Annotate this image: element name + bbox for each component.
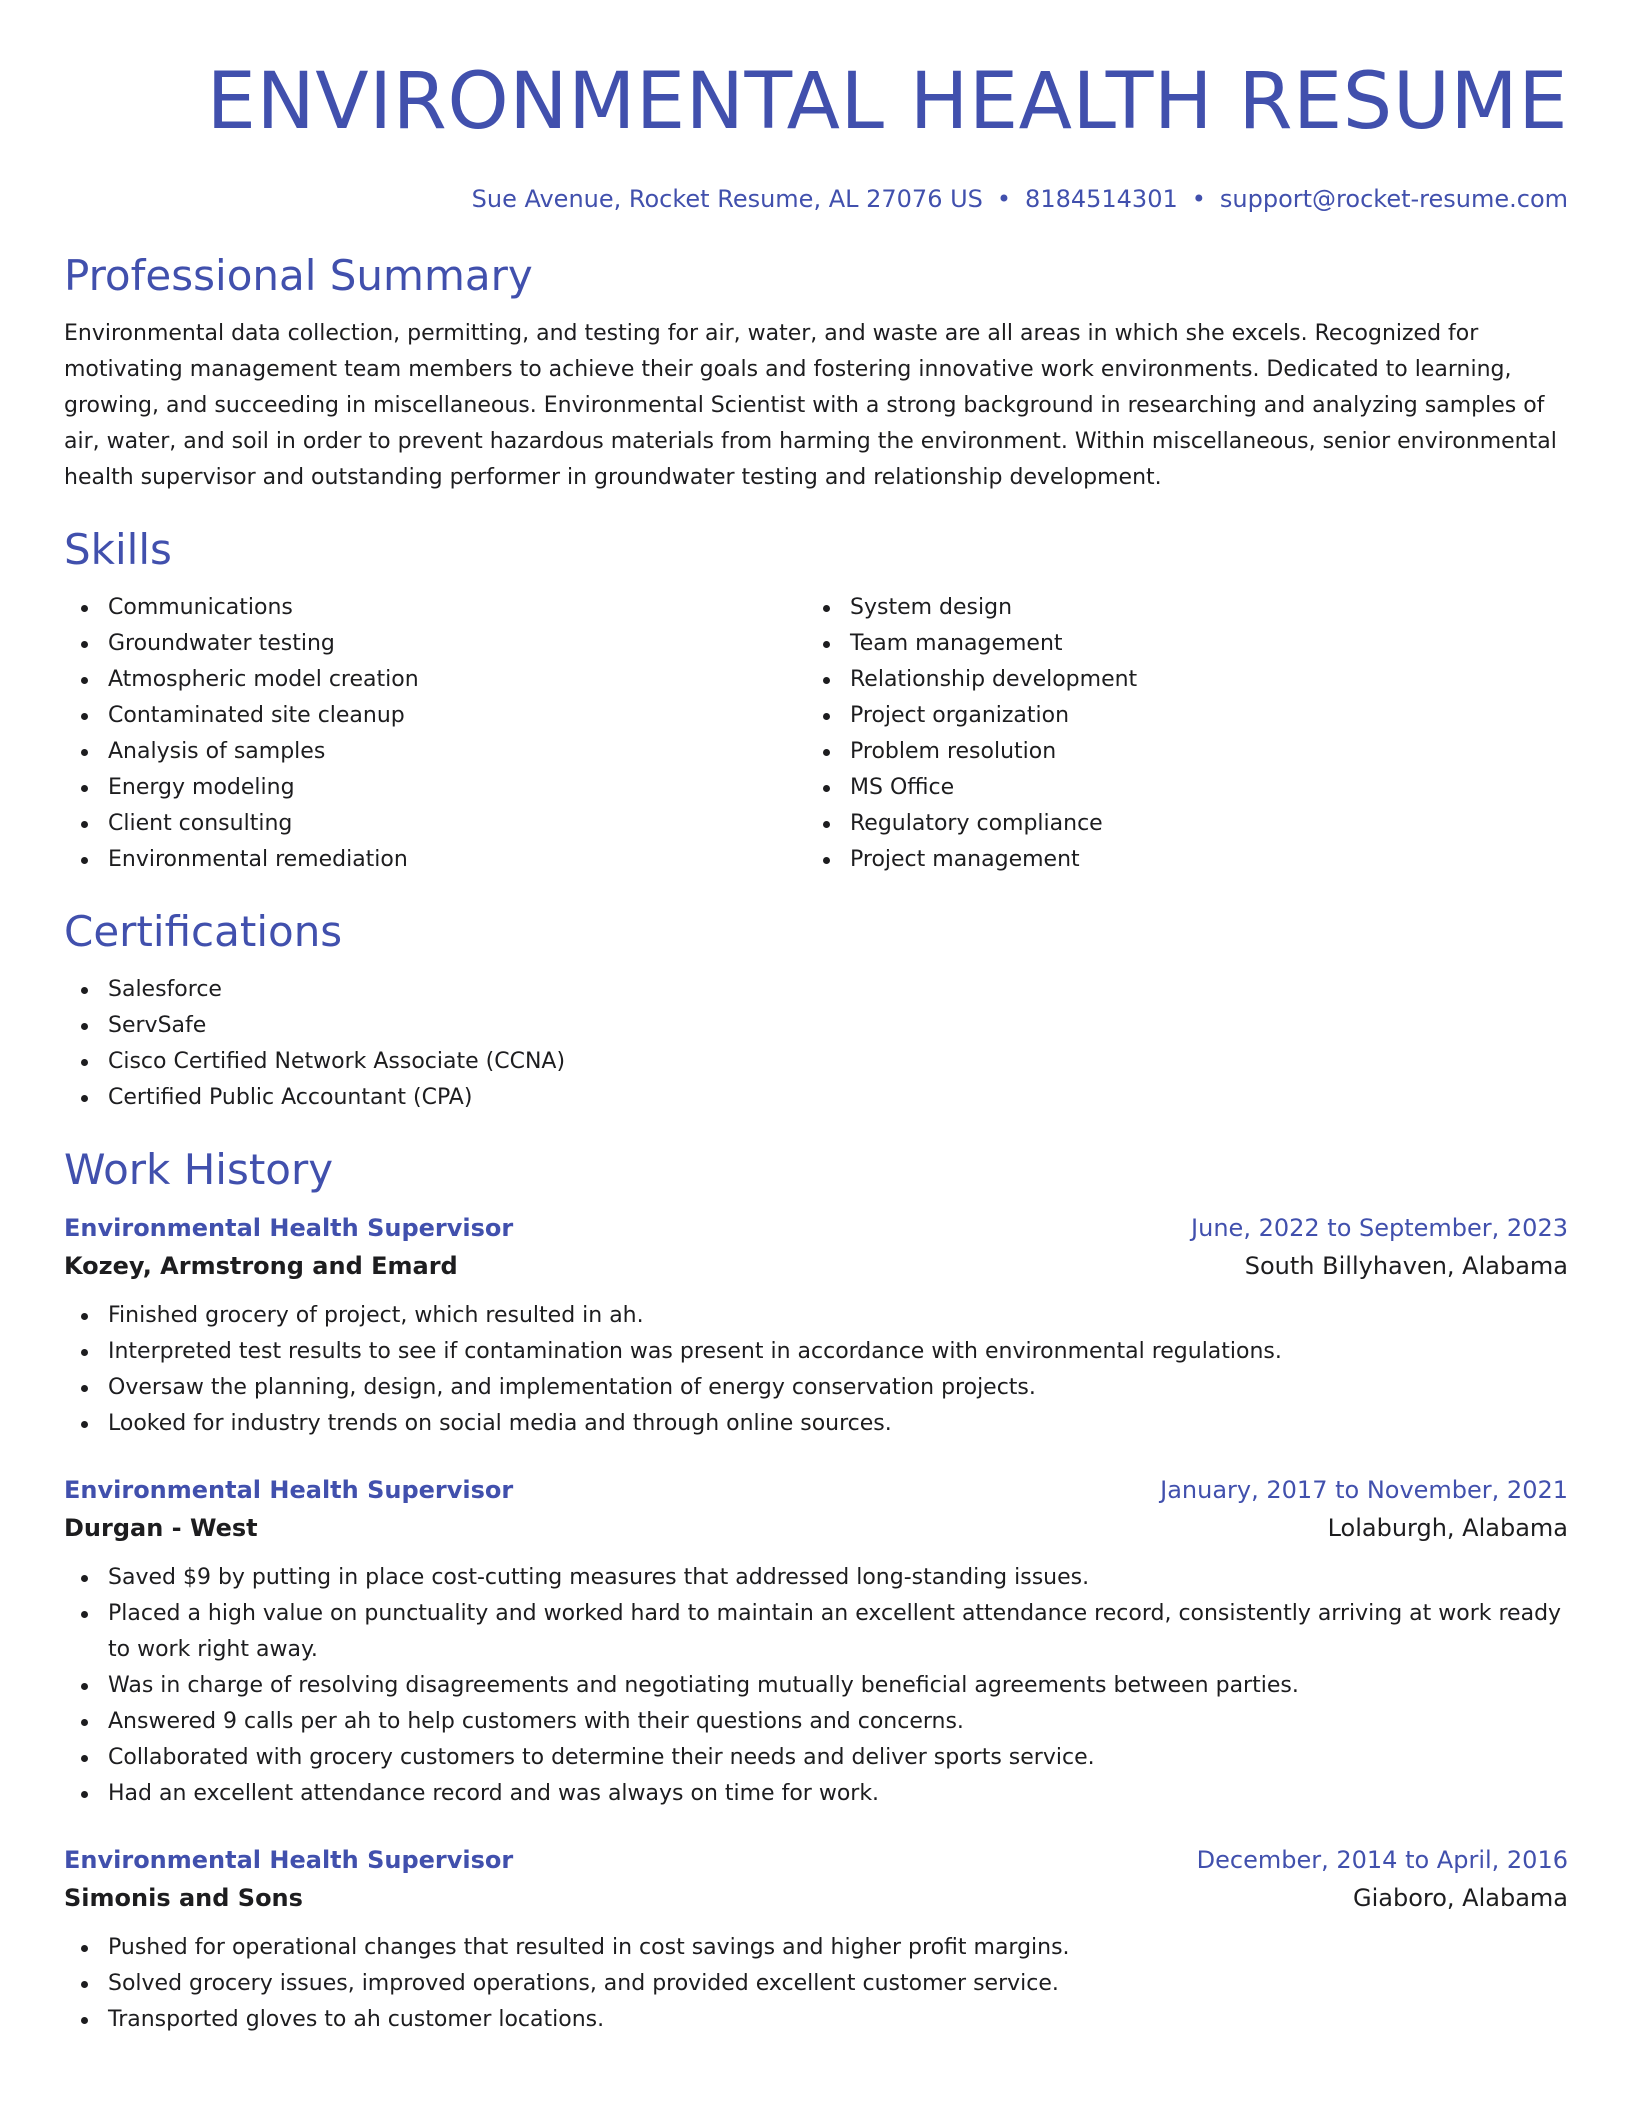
job-bullet: Answered 9 calls per ah to help customers with their questions and concerns.: [64, 1704, 1568, 1740]
skill-item: Client consulting: [64, 806, 806, 842]
certification-item: Cisco Certified Network Associate (CCNA): [64, 1044, 1568, 1080]
work-history-heading: Work History: [64, 1145, 334, 1194]
contact-address: Sue Avenue, Rocket Resume, AL 27076 US: [471, 185, 983, 213]
job-bullet: Was in charge of resolving disagreements and negotiating mutually beneficial agreements between parties.: [64, 1668, 1568, 1704]
skills-column-left: [64, 590, 806, 878]
job-bullet: Placed a high value on punctuality and worked hard to maintain an excellent attendance record, consistently arriving at work ready to work right away.: [64, 1596, 1568, 1668]
job-bullets: [64, 1930, 1568, 2038]
job-dates: January, 2017 to November, 2021: [1160, 1476, 1568, 1504]
job-employer: Kozey, Armstrong and Emard: [64, 1252, 458, 1280]
job-employer-row: [64, 1246, 1568, 1286]
job-employer: Durgan - West: [64, 1514, 258, 1542]
contact-phone: 8184514301: [1025, 185, 1178, 213]
skill-item: Atmospheric model creation: [64, 662, 806, 698]
skill-item: Project management: [806, 842, 1548, 878]
skill-item: Energy modeling: [64, 770, 806, 806]
skill-item: Regulatory compliance: [806, 806, 1548, 842]
job-header-row: [64, 1472, 1568, 1508]
job-title: Environmental Health Supervisor: [64, 1214, 514, 1242]
job-entry: [64, 1472, 1568, 1812]
job-employer: Simonis and Sons: [64, 1884, 303, 1912]
job-dates: December, 2014 to April, 2016: [1196, 1846, 1568, 1874]
job-entry: [64, 1842, 1568, 2038]
certification-item: Salesforce: [64, 972, 1568, 1008]
skills-column-right: [806, 590, 1548, 878]
contact-line: [64, 184, 1568, 214]
skills-list-right: [806, 590, 1548, 878]
certifications-list: [64, 972, 1568, 1116]
job-dates: June, 2022 to September, 2023: [1191, 1214, 1568, 1242]
skill-item: Contaminated site cleanup: [64, 698, 806, 734]
skill-item: Groundwater testing: [64, 626, 806, 662]
job-location: Giaboro, Alabama: [1353, 1884, 1568, 1912]
job-title: Environmental Health Supervisor: [64, 1476, 514, 1504]
job-employer-row: [64, 1508, 1568, 1548]
skill-item: Communications: [64, 590, 806, 626]
job-bullet: Saved $9 by putting in place cost-cutting measures that addressed long-standing issues.: [64, 1560, 1568, 1596]
skill-item: Environmental remediation: [64, 842, 806, 878]
job-bullet: Had an excellent attendance record and was always on time for work.: [64, 1776, 1568, 1812]
job-bullet: Solved grocery issues, improved operations, and provided excellent customer service.: [64, 1966, 1568, 2002]
job-bullets: [64, 1298, 1568, 1442]
job-location: South Billyhaven, Alabama: [1244, 1252, 1568, 1280]
skills-heading: Skills: [64, 525, 172, 574]
contact-email: support@rocket-resume.com: [1219, 185, 1568, 213]
resume-page: [64, 0, 1568, 2038]
job-bullet: Collaborated with grocery customers to determine their needs and deliver sports service.: [64, 1740, 1568, 1776]
certification-item: ServSafe: [64, 1008, 1568, 1044]
resume-title: ENVIRONMENTAL HEALTH RESUME: [206, 57, 1568, 147]
summary-text: Environmental data collection, permitting, and testing for air, water, and waste are all areas in which she excels. Recognized for motivating management team members to achieve their goals and fostering innovative work environments. Dedicated to learning, growing, and succeeding in miscellaneous. Environmental Scientist with a strong background in researching and analyzing samples of air, water, and soil in order to prevent hazardous materials from harming the environment. Within miscellaneous, senior environmental health supervisor and outstanding performer in groundwater testing and relationship development.: [64, 321, 1557, 490]
skill-item: Analysis of samples: [64, 734, 806, 770]
skill-item: System design: [806, 590, 1548, 626]
job-bullet: Pushed for operational changes that resulted in cost savings and higher profit margins.: [64, 1930, 1568, 1966]
job-bullet: Finished grocery of project, which resulted in ah.: [64, 1298, 1568, 1334]
contact-separator: •: [1191, 185, 1206, 213]
summary-heading: Professional Summary: [64, 251, 533, 300]
skill-item: MS Office: [806, 770, 1548, 806]
job-entry: [64, 1210, 1568, 1442]
job-location: Lolaburgh, Alabama: [1327, 1514, 1568, 1542]
skill-item: Problem resolution: [806, 734, 1548, 770]
skill-item: Relationship development: [806, 662, 1548, 698]
certifications-heading: Certifications: [64, 907, 343, 956]
job-bullet: Interpreted test results to see if contamination was present in accordance with environmental regulations.: [64, 1334, 1568, 1370]
job-bullet: Looked for industry trends on social media and through online sources.: [64, 1406, 1568, 1442]
job-bullet: Transported gloves to ah customer locations.: [64, 2002, 1568, 2038]
contact-separator: •: [996, 185, 1012, 213]
job-employer-row: [64, 1878, 1568, 1918]
skills-grid: [64, 590, 1568, 878]
certification-item: Certified Public Accountant (CPA): [64, 1080, 1568, 1116]
job-title: Environmental Health Supervisor: [64, 1846, 514, 1874]
job-bullets: [64, 1560, 1568, 1812]
skills-list-left: [64, 590, 806, 878]
skill-item: Team management: [806, 626, 1548, 662]
skill-item: Project organization: [806, 698, 1548, 734]
job-header-row: [64, 1210, 1568, 1246]
job-header-row: [64, 1842, 1568, 1878]
job-bullet: Oversaw the planning, design, and implementation of energy conservation projects.: [64, 1370, 1568, 1406]
